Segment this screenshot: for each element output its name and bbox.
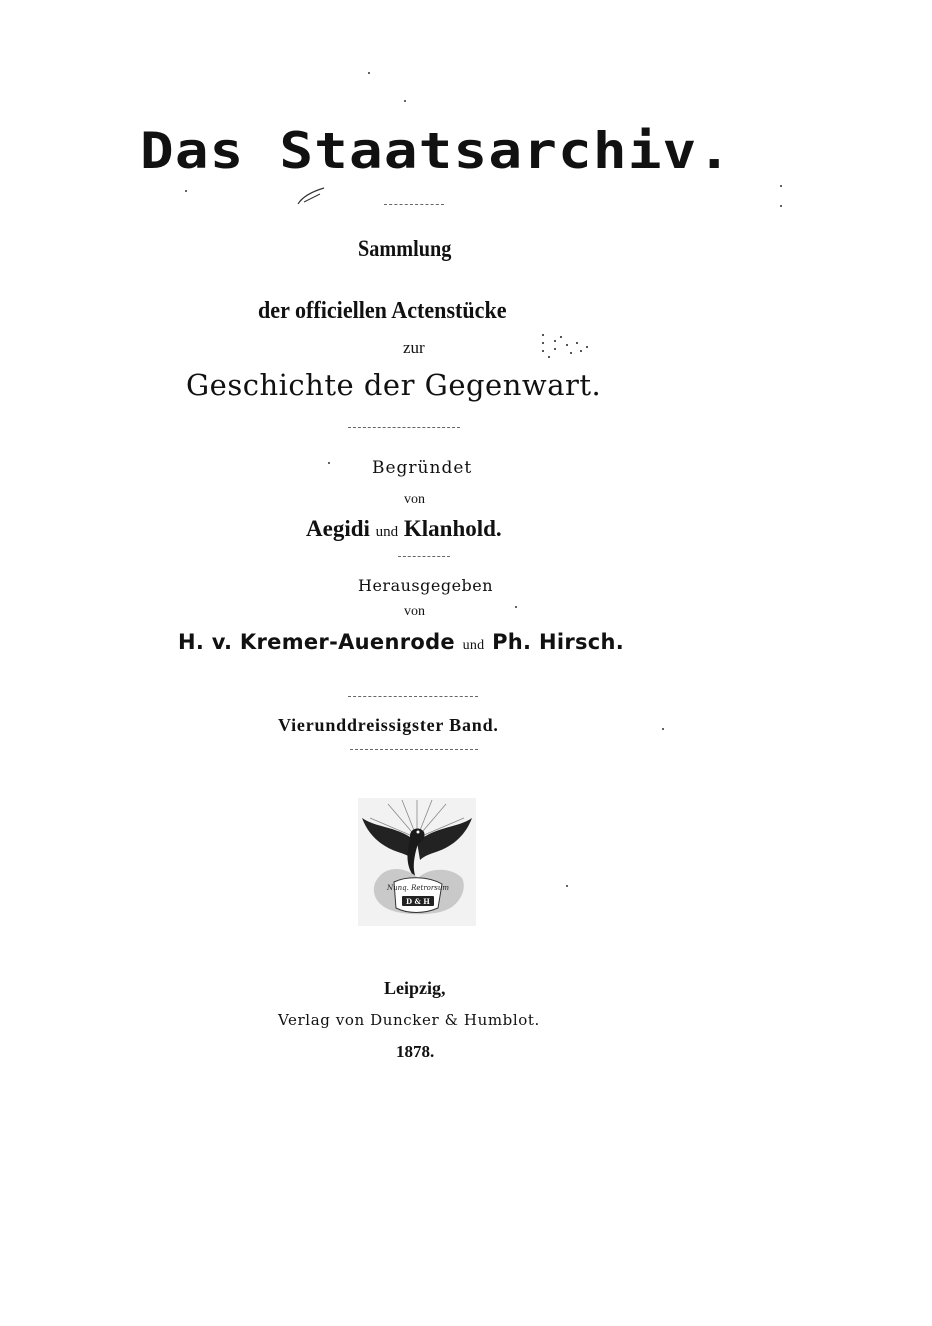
subtitle-geschichte: Geschichte der Gegenwart. bbox=[186, 368, 602, 402]
decorative-rule bbox=[348, 427, 460, 428]
eagle-emblem-icon bbox=[358, 798, 476, 926]
founder-name: Klanhold. bbox=[403, 516, 502, 541]
founder-conjunction: und bbox=[375, 524, 399, 540]
imprint-place: Leipzig, bbox=[384, 978, 446, 998]
decorative-rule bbox=[384, 204, 444, 205]
founded-label: Begründet bbox=[372, 458, 473, 478]
subtitle-zur: zur bbox=[403, 338, 425, 357]
stray-mark-icon bbox=[294, 184, 334, 208]
print-speck bbox=[780, 185, 782, 187]
print-speck bbox=[185, 190, 187, 192]
print-speck bbox=[368, 72, 370, 74]
founder-name: Aegidi bbox=[306, 516, 370, 541]
decorative-rule bbox=[350, 749, 478, 750]
page-title: Das Staatsarchiv. bbox=[140, 122, 733, 180]
edited-label: Herausgegeben bbox=[358, 576, 494, 595]
editor-name: Ph. Hirsch. bbox=[492, 630, 625, 654]
subtitle-actenstuecke: der officiellen Actenstücke bbox=[258, 298, 507, 324]
editor-name: H. v. Kremer-Auenrode bbox=[178, 630, 455, 654]
print-speck bbox=[566, 885, 568, 887]
emblem-monogram: D & H bbox=[406, 897, 430, 906]
subtitle-sammlung: Sammlung bbox=[358, 236, 452, 261]
edited-von: von bbox=[404, 604, 425, 619]
print-speck bbox=[328, 462, 330, 464]
editor-conjunction: und bbox=[462, 638, 485, 653]
print-speck bbox=[662, 728, 664, 730]
founded-von: von bbox=[404, 492, 425, 507]
decorative-rule bbox=[348, 696, 478, 697]
volume-label: Vierunddreissigster Band. bbox=[278, 715, 499, 735]
founders-line bbox=[306, 516, 546, 542]
imprint-publisher: Verlag von Duncker & Humblot. bbox=[278, 1011, 540, 1029]
library-stamp-icon bbox=[540, 330, 592, 364]
imprint-year: 1878. bbox=[396, 1042, 435, 1061]
print-speck bbox=[404, 100, 406, 102]
print-speck bbox=[515, 606, 517, 608]
print-speck bbox=[780, 205, 782, 207]
editors-line bbox=[178, 630, 658, 654]
decorative-rule bbox=[398, 556, 450, 557]
emblem-motto: Nunq. Retrorsum bbox=[387, 884, 449, 892]
